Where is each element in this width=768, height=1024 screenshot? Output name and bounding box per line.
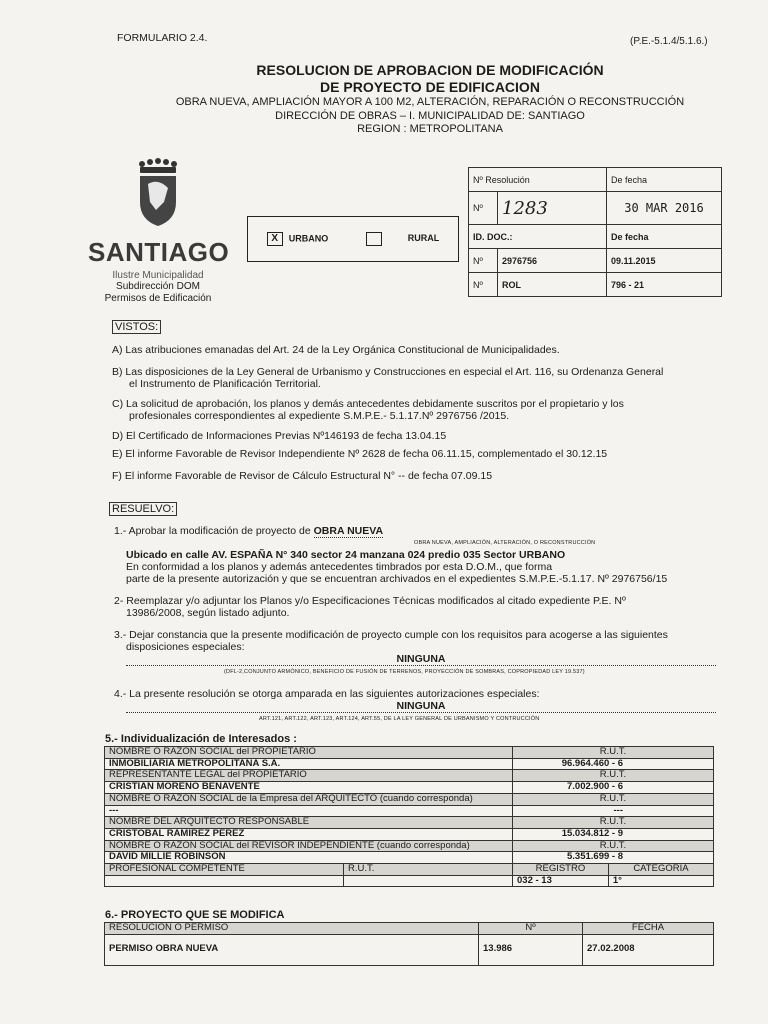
vistos-c1: C) La solicitud de aprobación, los planos y demás antecedentes debidamente suscritos por el propietario y los — [112, 398, 624, 410]
rural-option[interactable] — [366, 232, 440, 246]
special-authorizations-note: ART.121, ART.122, ART.123, ART.124, ART.55, DE LA LEY GENERAL DE URBANISMO Y CONTRUCCIÓN — [259, 716, 540, 722]
section-5-title: 5.- Individualización de Interesados : — [105, 733, 297, 745]
section-6-title: 6.- PROYECTO QUE SE MODIFICA — [105, 909, 285, 921]
vistos-e: E) El informe Favorable de Revisor Independiente Nº 2628 de fecha 06.11.15, complementado el 30.12.15 — [112, 448, 608, 460]
rural-label: RURAL — [407, 233, 440, 244]
resuelvo-2-line-b: 13986/2008, según listado adjunto. — [126, 607, 290, 619]
vistos-b2: el Instrumento de Planificación Territorial. — [129, 378, 321, 390]
special-provisions-note: (DFL-2,CONJUNTO ARMÓNICO, BENEFICIO DE FUSIÓN DE TERRENOS, PROYECCIÓN DE SOMBRAS, COPROPIEDAD LEY 19.537) — [224, 669, 585, 675]
doc-n-label: Nº — [469, 249, 498, 273]
santiago-crest-icon — [134, 158, 182, 228]
municipality-subtitle: Ilustre Municipalidad — [112, 270, 204, 281]
party-name-cell: CRISTOBAL RAMIREZ PEREZ — [105, 828, 513, 840]
party-rut-cell: 96.964.460 - 6 — [513, 758, 714, 770]
resolution-table — [468, 167, 722, 297]
project-location: Ubicado en calle AV. ESPAÑA N° 340 sector 24 manzana 024 predio 035 Sector URBANO — [126, 549, 566, 561]
resuelvo-label: RESUELVO: — [109, 502, 177, 516]
table-row — [105, 828, 714, 840]
special-provisions-value: NINGUNA — [126, 653, 716, 666]
resuelvo-2-line-a: 2- Reemplazar y/o adjuntar los Planos y/o Especificaciones Técnicas modificados al citado expediente P.E. Nº — [114, 595, 626, 607]
resuelvo-3-line-a: 3.- Dejar constancia que la presente modificación de proyecto cumple con los requisitos para acogerse a las siguientes — [114, 629, 668, 641]
party-rut-cell: R.U.T. — [513, 840, 714, 852]
resuelvo-4-line-a: 4.- La presente resolución se otorga amparada en las siguientes autorizaciones especiales: — [114, 688, 540, 700]
vistos-c2: profesionales correspondientes al expediente S.M.P.E.- 5.1.17.Nº 2976756 /2015. — [129, 410, 510, 422]
form-number: FORMULARIO 2.4. — [117, 32, 208, 44]
table-row — [105, 747, 714, 759]
table-row — [105, 758, 714, 770]
party-name-cell: NOMBRE O RAZON SOCIAL de la Empresa del ARQUITECTO (cuando corresponda) — [105, 793, 513, 805]
title-line-3: OBRA NUEVA, AMPLIACIÓN MAYOR A 100 M2, ALTERACIÓN, REPARACIÓN O RECONSTRUCCIÓN — [175, 96, 685, 108]
resuelvo-item-1 — [114, 525, 724, 537]
title-line-5: REGION : METROPOLITANA — [357, 123, 503, 135]
party-rut-cell: 15.034.812 - 9 — [513, 828, 714, 840]
urbano-label: URBANO — [288, 233, 329, 244]
professional-label: PROFESIONAL COMPETENTE — [105, 864, 344, 876]
table-row — [105, 817, 714, 829]
permit-name: PERMISO OBRA NUEVA — [105, 934, 479, 965]
table-row — [105, 840, 714, 852]
modified-project-table — [104, 922, 714, 966]
doc-date-label: De fecha — [607, 225, 722, 249]
doc-id-label: ID. DOC.: — [469, 225, 607, 249]
document-title — [0, 62, 768, 137]
party-name-cell: CRISTIAN MORENO BENAVENTE — [105, 782, 513, 794]
title-line-4: DIRECCIÓN DE OBRAS – I. MUNICIPALIDAD DE: SANTIAGO — [275, 109, 585, 122]
resuelvo-1-line-e: parte de la presente autorización y que se encuentran archivados en el expedientes S.M.P.E.-5.1.17. Nº 2976756/15 — [126, 573, 668, 585]
zone-type-box — [247, 216, 459, 262]
resuelvo-1-text: 1.- Aprobar la modificación de proyecto de — [114, 525, 311, 537]
resolution-date-stamp: 30 MAR 2016 — [607, 192, 722, 225]
vistos-section — [112, 317, 161, 335]
professional-name — [105, 875, 344, 887]
special-authorizations-value: NINGUNA — [126, 700, 716, 713]
permit-date-header: FECHA — [583, 923, 714, 935]
department-section: Permisos de Edificación — [104, 293, 212, 304]
title-line-1: RESOLUCION DE APROBACION DE MODIFICACIÓN — [256, 62, 604, 78]
rol-label: ROL — [498, 273, 607, 297]
municipality-logo — [88, 158, 228, 305]
party-name-cell: NOMBRE DEL ARQUITECTO RESPONSABLE — [105, 817, 513, 829]
permit-number: 13.986 — [479, 934, 583, 965]
party-name-cell: REPRESENTANTE LEGAL del PROPIETARIO — [105, 770, 513, 782]
interested-parties-table — [104, 746, 714, 887]
table-row — [105, 793, 714, 805]
resuelvo-3-line-b: disposiciones especiales: — [126, 641, 245, 653]
party-name-cell: NOMBRE O RAZON SOCIAL del PROPIETARIO — [105, 747, 513, 759]
table-row — [105, 782, 714, 794]
registry-label: REGISTRO — [513, 864, 609, 876]
table-row — [105, 852, 714, 864]
permit-header: RESOLUCION O PERMISO — [105, 923, 479, 935]
doc-date-value: 09.11.2015 — [607, 249, 722, 273]
party-rut-cell: R.U.T. — [513, 747, 714, 759]
rol-n-label: Nº — [469, 273, 498, 297]
party-rut-cell: --- — [513, 805, 714, 817]
vistos-a: A) Las atribuciones emanadas del Art. 24 de la Ley Orgánica Constitucional de Municipalidades. — [112, 344, 560, 356]
table-row — [105, 805, 714, 817]
vistos-f: F) El informe Favorable de Revisor de Cálculo Estructural N° -- de fecha 07.09.15 — [112, 470, 493, 482]
registry-value: 032 - 13 — [513, 875, 609, 887]
permit-date: 27.02.2008 — [583, 934, 714, 965]
urbano-checkbox[interactable]: X — [267, 232, 283, 246]
urbano-option[interactable] — [267, 232, 329, 246]
party-rut-cell: 7.002.900 - 6 — [513, 782, 714, 794]
doc-id-value: 2976756 — [498, 249, 607, 273]
professional-rut-label: R.U.T. — [344, 864, 513, 876]
resuelvo-list — [114, 525, 724, 725]
vistos-b1: B) Las disposiciones de la Ley General de Urbanismo y Construcciones en especial el Art. 116, su Ordenanza General — [112, 366, 664, 378]
party-rut-cell: R.U.T. — [513, 793, 714, 805]
title-line-2: DE PROYECTO DE EDIFICACION — [320, 79, 540, 95]
party-rut-cell: 5.351.699 - 8 — [513, 852, 714, 864]
vistos-d: D) El Certificado de Informaciones Previas Nº146193 de fecha 13.04.15 — [112, 430, 447, 442]
rol-value: 796 - 21 — [607, 273, 722, 297]
party-name-cell: NOMBRE O RAZON SOCIAL del REVISOR INDEPENDIENTE (cuando corresponda) — [105, 840, 513, 852]
party-name-cell: --- — [105, 805, 513, 817]
party-name-cell: INMOBILIARIA METROPOLITANA S.A. — [105, 758, 513, 770]
rural-checkbox[interactable] — [366, 232, 382, 246]
department-name: Subdirección DOM — [116, 281, 200, 292]
table-row — [105, 770, 714, 782]
resolution-n-label: Nº — [469, 192, 498, 225]
permit-number-header: Nº — [479, 923, 583, 935]
vistos-list — [112, 344, 722, 482]
project-type: OBRA NUEVA — [313, 525, 384, 537]
municipality-name: SANTIAGO — [88, 237, 230, 267]
category-label: CATEGORIA — [608, 864, 713, 876]
project-type-note: OBRA NUEVA, AMPLIACIÓN, ALTERACIÓN, O RECONSTRUCCIÓN — [414, 540, 596, 546]
professional-rut — [344, 875, 513, 887]
resuelvo-1-line-d: En conformidad a los planos y además antecedentes timbrados por esta D.O.M., que forma — [126, 561, 553, 573]
party-rut-cell: R.U.T. — [513, 770, 714, 782]
party-name-cell: DAVID MILLIE ROBINSON — [105, 852, 513, 864]
category-value: 1° — [608, 875, 713, 887]
resolution-number: 1283 — [498, 192, 607, 225]
resuelvo-section — [109, 499, 177, 517]
resolution-date-header: De fecha — [607, 168, 722, 192]
form-reference: (P.E.-5.1.4/5.1.6.) — [630, 36, 708, 47]
party-rut-cell: R.U.T. — [513, 817, 714, 829]
vistos-label: VISTOS: — [112, 320, 161, 334]
resolution-number-header: Nº Resolución — [469, 168, 607, 192]
